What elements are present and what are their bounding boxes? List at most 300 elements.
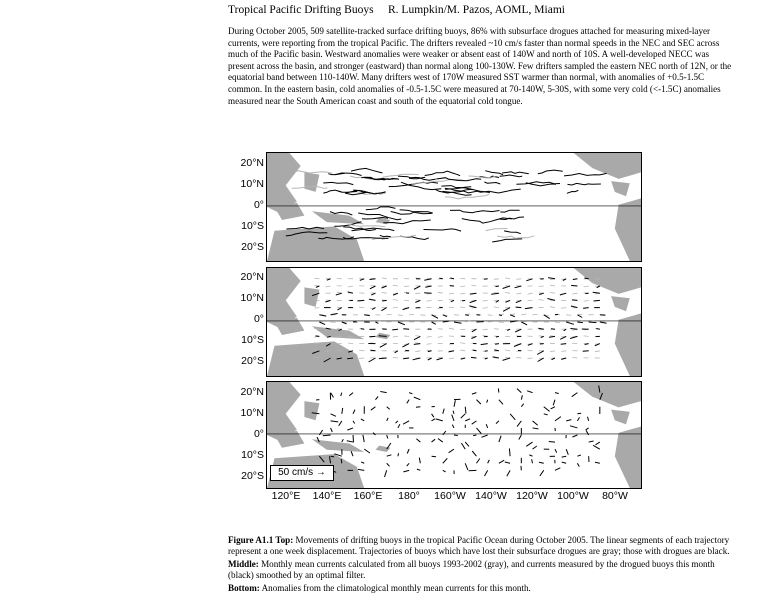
trajectory-panel (266, 152, 642, 262)
anomaly-arrow (555, 468, 560, 471)
lon-label-100w: 100°W (557, 490, 589, 502)
mean-current-arrow (382, 278, 387, 279)
drogued-current-arrow (521, 322, 527, 325)
lat-label-20n-mid: 20°N (240, 271, 264, 283)
anomaly-arrow (540, 470, 544, 476)
anomaly-arrow (476, 428, 481, 434)
caption-middle-text: Monthly mean currents calculated from all buoys 1993-2002 (gray), and currents measured by the drogued buoys this month (black) smoothed by an optimal filter. (228, 558, 715, 581)
lat-label-10n-bot: 10°N (240, 407, 264, 419)
header-authors: R. Lumpkin/M. Pazos, AOML, Miami (388, 4, 565, 16)
drifter-trajectory (497, 236, 534, 238)
lon-label-160w: 160°W (434, 490, 466, 502)
anomaly-arrow (363, 435, 364, 442)
anomaly-arrow (505, 462, 510, 463)
drogued-current-arrow (382, 300, 386, 301)
anomaly-arrow (331, 456, 335, 457)
mean-current-arrow (561, 351, 566, 352)
mean-current-arrow (505, 278, 510, 279)
anomaly-arrow (342, 408, 343, 414)
drogued-current-arrow (361, 329, 365, 330)
drifter-trajectory (425, 171, 460, 175)
drogued-current-arrow (425, 286, 431, 287)
anomaly-arrow (380, 392, 386, 393)
mean-current-arrow (516, 293, 521, 294)
mean-current-arrow (460, 343, 465, 344)
drogued-current-arrow (338, 308, 342, 310)
lat-label-10s-bot: 10°S (241, 449, 264, 461)
anomaly-arrow (387, 435, 388, 439)
anomaly-arrow (353, 410, 355, 414)
drogued-current-arrow (381, 308, 386, 311)
drogued-current-arrow (357, 300, 364, 301)
lat-label-10s-top: 10°S (241, 220, 264, 232)
drogued-current-arrow (327, 279, 331, 280)
anomaly-arrow (347, 428, 353, 430)
mean-current-arrow (460, 286, 465, 287)
drifter-trajectory (462, 218, 512, 223)
anomaly-arrow (595, 462, 600, 463)
mean-current-arrow (572, 357, 577, 358)
mean-current-arrow (438, 292, 443, 293)
anomaly-arrow (577, 413, 581, 414)
anomaly-arrow (417, 469, 420, 470)
anomaly-arrow (527, 391, 532, 393)
anomaly-arrow (364, 449, 370, 453)
anomaly-arrow (465, 419, 470, 421)
drifter-trajectory (366, 207, 396, 210)
drogued-current-arrow (428, 351, 432, 352)
drogued-current-arrow (485, 351, 488, 352)
anomaly-arrow (529, 455, 532, 456)
drogued-current-arrow (432, 322, 436, 324)
mean-current-arrow (572, 293, 577, 294)
drifter-trajectory (380, 235, 391, 236)
caption-bottom-text: Anomalies from the climatological monthly mean currents for this month. (259, 582, 531, 593)
figure-caption (228, 535, 738, 595)
drifter-trajectory (568, 183, 601, 185)
south-america-land (615, 313, 641, 376)
drogued-current-arrow (439, 278, 442, 279)
drogued-current-arrow (403, 358, 409, 359)
drifter-trajectory (538, 170, 563, 174)
header-title: Tropical Pacific Drifting Buoys (228, 4, 374, 16)
anomaly-arrow (387, 455, 392, 456)
anomaly-arrow (593, 445, 600, 449)
anomaly-arrow (419, 458, 420, 464)
drogued-current-arrow (516, 307, 522, 308)
mean-currents-panel (266, 267, 642, 377)
anomaly-arrow (577, 463, 579, 466)
anomaly-arrow (555, 393, 559, 394)
anomaly-arrow (414, 397, 421, 400)
drogued-current-arrow (541, 336, 544, 337)
anomaly-arrow (443, 409, 444, 414)
drogued-current-arrow (325, 300, 330, 302)
drogued-current-arrow (594, 300, 600, 301)
mean-current-arrow (595, 351, 600, 352)
drifter-trajectory (424, 229, 462, 231)
drogued-current-arrow (316, 336, 320, 337)
drogued-current-arrow (424, 279, 431, 281)
drogued-current-arrow (454, 322, 462, 323)
anomaly-arrow (572, 435, 577, 437)
mean-current-arrow (561, 308, 566, 309)
drogued-current-arrow (549, 336, 555, 337)
anomaly-arrow (533, 421, 538, 425)
scale-legend: 50 cm/s → (270, 465, 334, 481)
anomaly-arrow (331, 421, 339, 422)
drogued-current-arrow (392, 329, 398, 330)
anomaly-arrow (465, 407, 466, 414)
drogued-current-arrow (465, 315, 469, 316)
anomaly-arrow (499, 460, 504, 463)
drogued-current-arrow (331, 314, 338, 315)
anomaly-arrow (396, 421, 398, 423)
anomaly-arrow (566, 449, 568, 455)
caption-bottom-label: Bottom: (228, 582, 260, 593)
drogued-current-arrow (360, 279, 364, 281)
drifter-trajectory (500, 210, 519, 212)
lon-label-180: 180° (398, 490, 420, 502)
drogued-current-arrow (380, 344, 387, 348)
drogued-current-arrow (571, 285, 577, 286)
mean-current-arrow (404, 286, 409, 287)
mean-current-arrow (505, 350, 510, 351)
mean-current-arrow (483, 308, 488, 309)
drogued-current-arrow (583, 308, 589, 309)
mean-current-arrow (382, 292, 387, 293)
drogued-current-arrow (316, 286, 319, 287)
drogued-current-arrow (319, 322, 325, 325)
anomaly-arrow (589, 441, 594, 442)
anomaly-arrow (319, 430, 322, 435)
drogued-current-arrow (503, 308, 510, 312)
drogued-current-arrow (496, 286, 499, 287)
mean-current-arrow (427, 300, 432, 301)
anomaly-arrow (562, 456, 567, 457)
anomaly-arrow (443, 470, 446, 472)
drogued-current-arrow (572, 300, 578, 301)
anomaly-arrow (409, 393, 412, 394)
lat-label-20n-bot: 20°N (240, 386, 264, 398)
mean-current-arrow (427, 336, 432, 337)
drogued-current-arrow (481, 344, 488, 345)
lat-label-10s-mid: 10°S (241, 334, 264, 346)
drogued-current-arrow (510, 315, 515, 317)
mean-current-arrow (471, 285, 476, 286)
drogued-current-arrow (571, 306, 578, 308)
anomaly-arrow (488, 460, 490, 463)
drogued-current-arrow (577, 322, 582, 323)
mean-current-arrow (516, 357, 521, 358)
anomaly-arrow (403, 421, 409, 424)
mean-current-arrow (528, 293, 533, 294)
drogued-current-arrow (319, 315, 326, 316)
anomaly-arrow (553, 400, 555, 406)
drogued-current-arrow (570, 329, 577, 330)
lat-label-0-top: 0° (253, 199, 264, 211)
drogued-current-arrow (600, 322, 607, 323)
drogued-current-arrow (347, 358, 353, 359)
mean-current-arrow (460, 293, 465, 294)
mean-current-arrow (533, 314, 538, 315)
drogued-current-arrow (398, 322, 405, 325)
drifter-trajectory (398, 176, 436, 180)
mean-current-arrow (393, 357, 398, 358)
drogued-current-arrow (589, 322, 597, 323)
anomaly-arrow (549, 442, 555, 443)
anomaly-arrow (487, 400, 488, 403)
mean-current-arrow (415, 351, 420, 352)
anomaly-arrow (570, 426, 577, 428)
drogued-current-arrow (424, 293, 431, 294)
mean-current-arrow (483, 329, 488, 330)
mean-current-arrow (494, 307, 499, 308)
anomaly-arrow (436, 419, 443, 421)
mean-current-arrow (460, 350, 465, 351)
anomaly-arrow (358, 469, 364, 470)
central-america-land (611, 181, 630, 196)
drifter-trajectory (383, 220, 430, 224)
central-america-land (611, 410, 630, 425)
anomaly-arrow (596, 442, 600, 445)
anomaly-arrow (507, 470, 510, 476)
drifter-trajectory (295, 171, 333, 174)
anomaly-arrow (481, 435, 487, 437)
anomaly-arrow (586, 430, 589, 435)
mexico-land (574, 268, 641, 294)
drogued-current-arrow (470, 300, 477, 302)
anomaly-arrow (341, 459, 342, 463)
mean-current-arrow (494, 279, 499, 280)
mean-current-arrow (483, 300, 488, 301)
mean-current-arrow (550, 285, 555, 286)
anomaly-arrow (351, 451, 353, 456)
anomaly-arrow (562, 462, 567, 463)
anomaly-arrow (398, 424, 400, 428)
mean-current-arrow (555, 322, 560, 323)
mean-current-arrow (337, 350, 342, 351)
anomaly-arrow (533, 446, 537, 449)
mean-current-arrow (359, 350, 364, 351)
lon-label-140e: 140°E (312, 490, 342, 502)
anomaly-arrow (407, 400, 409, 404)
lon-label-120w: 120°W (516, 490, 548, 502)
drifter-trajectory (484, 182, 500, 184)
drogued-current-arrow (577, 315, 582, 318)
lat-label-10n-mid: 10°N (240, 292, 264, 304)
drogued-current-arrow (414, 336, 420, 339)
anomaly-arrow (532, 459, 533, 463)
philippines-land (304, 172, 319, 192)
anomaly-arrow (339, 421, 342, 426)
anomaly-arrow (472, 421, 477, 424)
anomaly-arrow (510, 414, 515, 420)
drifter-trajectory (485, 171, 503, 175)
drogued-current-arrow (369, 299, 375, 300)
lat-label-0-mid: 0° (253, 313, 264, 325)
anomaly-arrow (499, 436, 501, 442)
anomaly-arrow (533, 428, 539, 429)
drogued-current-arrow (451, 300, 454, 301)
anomaly-arrow (452, 415, 454, 421)
anomaly-arrow (387, 463, 390, 466)
drogued-current-arrow (573, 279, 577, 280)
drogued-current-arrow (379, 336, 387, 337)
lat-label-10n-top: 10°N (240, 178, 264, 190)
anomaly-arrow (465, 463, 468, 470)
drogued-current-arrow (499, 315, 502, 316)
anomaly-arrow (539, 462, 544, 463)
anomaly-arrow (438, 439, 443, 443)
anomaly-arrow (555, 449, 557, 453)
caption-top-label: Figure A1.1 Top: (228, 535, 294, 545)
drogued-current-arrow (470, 293, 477, 294)
drogued-current-arrow (415, 300, 420, 302)
anomaly-arrow (586, 428, 589, 430)
anomaly-arrow (577, 455, 580, 456)
anomaly-arrow (407, 449, 409, 453)
drogued-current-arrow (414, 286, 420, 289)
mean-current-arrow (550, 307, 555, 308)
drogued-current-arrow (370, 286, 376, 289)
drifter-trajectory (445, 194, 489, 199)
anomaly-arrow (551, 407, 555, 409)
caption-top-text: Movements of drifting buoys in the tropical Pacific Ocean during October 2005. The linear segments of each trajectory represent a one week displacement. Trajectories of buoys which have lost their subsurface drogues are gray; those with drogues are black. (228, 535, 730, 557)
anomaly-arrow (331, 414, 336, 417)
lat-label-0-bot: 0° (253, 428, 264, 440)
anomaly-arrow (526, 442, 532, 446)
anomaly-arrow (499, 400, 503, 405)
anomaly-arrow (398, 453, 399, 456)
anomaly-arrow (449, 449, 454, 453)
drifter-trajectory (564, 173, 607, 176)
mean-current-arrow (387, 314, 392, 315)
anomaly-arrow (517, 421, 521, 427)
mean-current-arrow (348, 286, 353, 287)
mean-current-arrow (584, 286, 589, 287)
anomaly-arrow (588, 417, 589, 421)
abstract-text: During October 2005, 509 satellite-tracked surface drifting buoys, 86% with subsurface drogues attached for measuring mixed-layer currents, were reporting from the tropical Pacific. The drifters revealed ~10 cm/s faster than normal speeds in the NEC and SEC across much of the Pacific basin. Westward anomalies were weaker or absent east of 140W and north of 10S. A well-developed NECC was present across the basin, and stronger (eastward) than normal along 100-130W. Few drifters sampled the eastern NEC north of 12N, or the equatorial band between 110-140W. Many drifters west of 170W measured SST warmer than normal, with anomalies of +0.5-1.5C common. In the eastern basin, cold anomalies of -0.5-1.5C were measured at 70-140W, 5-30S, with some very cold (<-1.5C) anomalies measured near the South American coast and south of the equatorial cold tongue. (228, 26, 732, 106)
anomaly-arrow (473, 435, 476, 436)
anomaly-arrow (472, 393, 477, 395)
anomaly-arrow (371, 407, 376, 410)
drifter-trajectory (450, 210, 500, 213)
anomaly-arrow (443, 431, 446, 435)
mean-current-arrow (438, 336, 443, 337)
trajectory-map (267, 153, 641, 261)
anomaly-arrow (323, 435, 331, 436)
mean-current-arrow (326, 286, 331, 287)
mean-current-arrow (488, 315, 493, 316)
central-america-land (611, 296, 630, 311)
anomaly-arrow (432, 414, 434, 418)
australia-land (267, 226, 364, 261)
mean-current-arrow (393, 336, 398, 337)
philippines-land (304, 287, 319, 307)
anomaly-arrow (385, 470, 387, 477)
drogued-current-arrow (561, 344, 567, 345)
anomaly-arrow (566, 420, 571, 421)
lon-label-80w: 80°W (602, 490, 628, 502)
newguinea-land (312, 326, 364, 339)
lon-label-120e: 120°E (271, 490, 301, 502)
anomaly-arrow (465, 442, 469, 446)
mean-current-arrow (420, 315, 425, 316)
anomaly-arrow (472, 451, 476, 456)
drogued-current-arrow (515, 286, 522, 288)
drogued-current-arrow (371, 293, 375, 295)
drogued-current-arrow (538, 328, 543, 329)
anomaly-arrow (454, 435, 458, 436)
anomaly-arrow (544, 407, 550, 412)
anomaly-arrow (443, 458, 448, 463)
drogued-current-arrow (496, 336, 499, 337)
drogued-current-arrow (370, 350, 375, 351)
anomaly-arrow (485, 470, 488, 476)
anomaly-arrow (572, 393, 578, 397)
drogued-current-arrow (525, 308, 533, 309)
mean-current-arrow (393, 285, 398, 286)
drogued-current-arrow (537, 351, 544, 355)
anomaly-arrow (453, 411, 454, 414)
anomaly-arrow (476, 400, 480, 404)
south-america-land (615, 427, 641, 489)
mean-current-arrow (393, 300, 398, 301)
anomaly-arrow (331, 393, 334, 398)
mean-current-arrow (449, 293, 454, 294)
drogued-current-arrow (369, 358, 376, 362)
drifter-trajectory (401, 182, 441, 189)
lon-label-140w: 140°W (475, 490, 507, 502)
islands-land (376, 218, 391, 225)
drogued-current-arrow (561, 358, 566, 359)
anomaly-arrow (387, 418, 389, 421)
anomaly-arrow (416, 407, 420, 408)
mean-current-arrow (398, 315, 403, 316)
drogued-current-arrow (515, 329, 521, 332)
anomaly-arrow (432, 456, 436, 457)
anomaly-arrow (555, 417, 561, 421)
mean-current-arrow (539, 299, 544, 300)
anomaly-arrow (454, 400, 455, 406)
philippines-land (304, 401, 319, 420)
mean-current-arrow (438, 329, 443, 330)
drogued-current-arrow (471, 357, 476, 358)
anomaly-arrow (461, 443, 465, 449)
drogued-current-arrow (548, 278, 555, 279)
drifter-trajectory (504, 231, 521, 234)
drogued-current-arrow (583, 351, 589, 352)
anomaly-arrow (432, 439, 436, 442)
mean-current-arrow (460, 307, 465, 308)
anomaly-arrow (361, 462, 364, 463)
drogued-current-arrow (379, 358, 387, 359)
drogued-current-arrow (437, 358, 443, 360)
anomaly-arrow (353, 421, 355, 424)
drogued-current-arrow (469, 306, 476, 308)
mexico-land (574, 382, 641, 407)
drifter-trajectory (500, 175, 523, 177)
drogued-current-arrow (503, 286, 511, 289)
anomaly-arrow (517, 389, 521, 393)
south-america-land (615, 198, 641, 261)
mean-current-arrow (505, 293, 510, 294)
anomaly-arrow (521, 395, 522, 399)
anomaly-arrow (407, 463, 409, 466)
mean-current-arrow (449, 328, 454, 329)
anomaly-arrow (521, 404, 523, 407)
